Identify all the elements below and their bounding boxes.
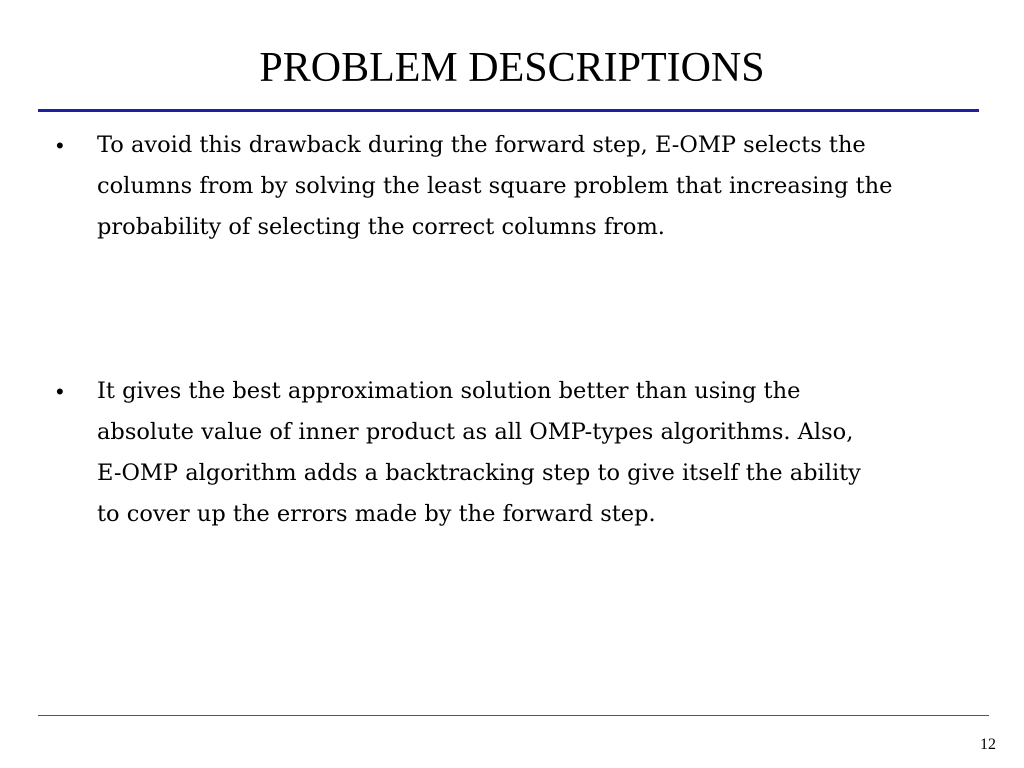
bullet-text-line: To avoid this drawback during the forward step, E-OMP selects the	[97, 132, 866, 158]
bullet-text-line: to cover up the errors made by the forward step.	[97, 501, 656, 527]
bullet-marker: •	[56, 379, 64, 404]
bullet-text-line: columns from by solving the least square problem that increasing the	[97, 173, 893, 199]
bullet-marker: •	[56, 133, 64, 158]
bullet-text-line: E-OMP algorithm adds a backtracking step to give itself the ability	[97, 460, 861, 486]
bullet-list	[56, 125, 976, 535]
page-number: 12	[980, 736, 996, 753]
bullet-item-2	[56, 371, 976, 535]
title-divider	[38, 109, 979, 112]
bullet-text-line: probability of selecting the correct columns from.	[97, 214, 665, 240]
bullet-text-line: absolute value of inner product as all OMP-types algorithms. Also,	[97, 419, 854, 445]
footer-divider	[38, 715, 989, 716]
slide-title: PROBLEM DESCRIPTIONS	[259, 45, 765, 91]
bullet-text-line: It gives the best approximation solution better than using the	[97, 378, 801, 404]
bullet-item-1	[56, 125, 976, 248]
